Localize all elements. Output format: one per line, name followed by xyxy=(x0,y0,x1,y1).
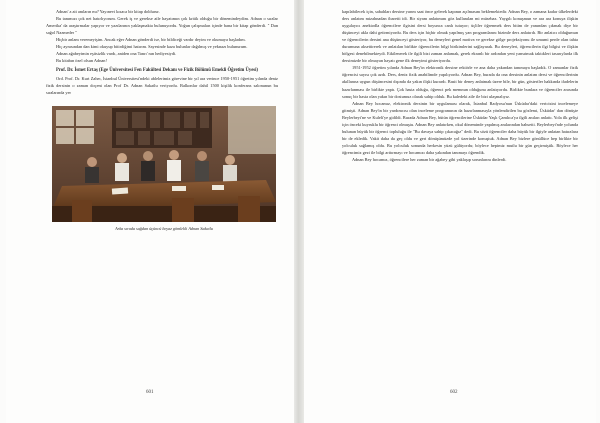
left-page-text xyxy=(46,8,278,96)
paragraph: Adnan Bey hocamız, elektronik dersinin bir uygulaması olarak, İstanbul Radyosu'nun Üsküdar'daki vericisini incelemeye gitmişti. Adnan Bey'in bir yardımcısı olan inceleme programının da hazırlanmasıyla yönlendirilen bu gözlemi, Üsküdar' dan dönüşte Beylerbeyi'ne ve Kuleli'ye gidildi. Burada Adnan Bey, bütün öğrencilerine Üsküdar Yaşlı Çamlıca'ya ilgili anıları anlattı. Yola ilk gelişi için önceki kuyruklu bir öğrenci olmuştu. Adnan Bey anlatırken, okul döneminde yapılmış anılarından bahsetti. Beylerbeyi'nde yolunda bulunan büyük bir öğrenci topluluğu ile "Bu davaya sahip çıkacağız" dedi. Bu sözü öğrenciler daha büyük bir ilgiyle anlatan hatıralara bir de ekledik. Vakit daha da geç oldu ve geri dönüşümüzde yol üzerinde konuştuk. Adnan Bey bizlere gönüllüce hep birlikte bir yolculuk sağlamış oldu. Bu yolculuk sonunda herkesin yüzü gülüyordu; böylece hepimiz mutlu bir gün geçirmiştik. Böylece her öğrencimiz gezi ile bilgi arttırmayı ve hocamızı daha yakından tanımayı öğrendik. xyxy=(342,100,579,155)
page-number: 602 xyxy=(450,390,458,395)
paragraph: Adnan' a ait anıların mı? Yayınevi kısaca bir kitap doldurur. xyxy=(56,9,160,14)
paragraph: Ord. Prof. Dr. Kurt Zaheı, İstanbul Üniversitesi'ndeki ablelerimiz görevine bir yıl ara verince 1950-1951 öğretim yılında deniz fizik dersinin o zaman doçent olan Prof Dr. Adnan Sakatlu veriyordu. Balkonlar dahil 1500 kişilik konferans salonunun bu sıralarında yer xyxy=(46,75,278,95)
paragraph: 1951-1952 öğretim yılında Adnan Bey'in elektronik dersine rektörle ve ana daha yakından tanımaya başladık. O zamanlar fizik öğrencisi sayısı çok azdı. Ders, deniz fizik anabilimde yapılıyordu. Adnan Bey, burada da ona dersinin anlatım dersi ve öğrencilerinin akıllarına uygun düşüncesini dışında da yakın ilişki kurardı. Basit bir deney anlatmak üzere bile, bir gün, gösteriler hakkında ifadelerin hazırlanması ile birlikte yaptı. Çok hasta olduğu, öğrenci pek memnun olduğunu anlatıyordu. Birlikte bunlara ve öğrenciler arasında sonuç bir hasta olan yakın bir dostumuz olarak sahip olduk. Bu kaledeki aile ile bizi ulaşmalıyız. xyxy=(342,65,578,99)
left-page xyxy=(6,0,294,423)
paragraph: Hiçbir anlam veremeyişim. Ancak eğer Adnan gönderdi ise, bir bildiceği vardır deyim ve okumaya başladım. xyxy=(56,37,246,43)
classroom-photo xyxy=(52,106,276,222)
paragraph: Bu tanımızı çok net hatırlıyorum. Gerek iş ve gerekse aile hayatımın çok kritik olduğu bir dönemindeydim. Adnan o sıralar Amerika' da araştırmalar yapıyor ve yazılarının yaklaşmakta bulunuyordu. Yoğun çalışmaları içinde bana bir kitap gönderdi. " Dan sağol Nazmeder " xyxy=(46,16,278,36)
paragraph: Hiç aynısından dan kimi okuyup bitirdiğimi hatırım. Sayesinde kaza bulunlar dağılmış ve yeknazı bulunurum. xyxy=(56,44,248,50)
paragraph: Adnan ağabeyimin eşitsizlik vardı, aniden ona Tanrı' nın hediyesiydi. xyxy=(56,51,177,57)
page-number: 601 xyxy=(146,390,154,395)
paragraph: Bu kitabın özel olsun Adnan! xyxy=(56,58,107,64)
right-page xyxy=(304,0,596,423)
photo-caption: Arka sırada sağdan üçüncü beyaz gömlekli Adnan Sakatlu xyxy=(115,225,213,231)
section-heading: Prof. Dr. İsmet Ertaş (Ege Üniversitesi Fen Fakültesi Dekanı ve Fizik Bölümü Emekli Öğretim Üyesi) xyxy=(56,68,258,74)
classroom-photo-image xyxy=(52,106,276,222)
paragraph: kapılabilecek için, sabahları dersine yarım saat önce gelerek kapının açılmasını beklemektedir. Adnan Bey, o zamana kadar ülkelerdeki ders anlatım mizahnadan ibaretti idi. Bir siyam anlatımını göz kullanılan mi müsebaz. Yaygılı konuşmun ve ara ara konuya ilişkin uygulayıcı anektodla öğrencilere ilgisini dersi boyunca canlı tutuyor; üçliler öğrenmek ders bitim de yanından çıkmak diye bir düşünceyi akla dahi getirmiyordu. Bu ders için hiçbir olmak yapılmış yan programlarını bizimle ders anlatırdı. Bir anlatıcı olduğumun ve öğrencilerin dersini ana düşünceyi gösteriyor, bu deneyleri genel motiva ve gerekse gölge projeksiyonu ile umumi perde olan tahta durumuna aksettirerek ve anlatılan birlikte öğrencilerin bilgi birikimlerini sağlayarak. Bu deneyleri, öğrencilerin ilgi bilgisi ve ilişkin bölgesi denebilmekteydi. Etkilenerek ile ilgili bizi zaman anlamak, gerek ekranlı bir ardından yeni yansıtmak taktıkleri tasarıylarda ilk dersimizde bir olmayan hayatı gene ilk deneyimi gösteriyordu. xyxy=(342,9,578,64)
paragraph: Adnan Bey hocamız, öğrencilere her zaman bir ağabey gibi yaklaşıp sorunlarını dinlerdi. xyxy=(352,156,507,162)
right-page-text xyxy=(342,8,578,163)
book-gutter xyxy=(294,0,304,423)
